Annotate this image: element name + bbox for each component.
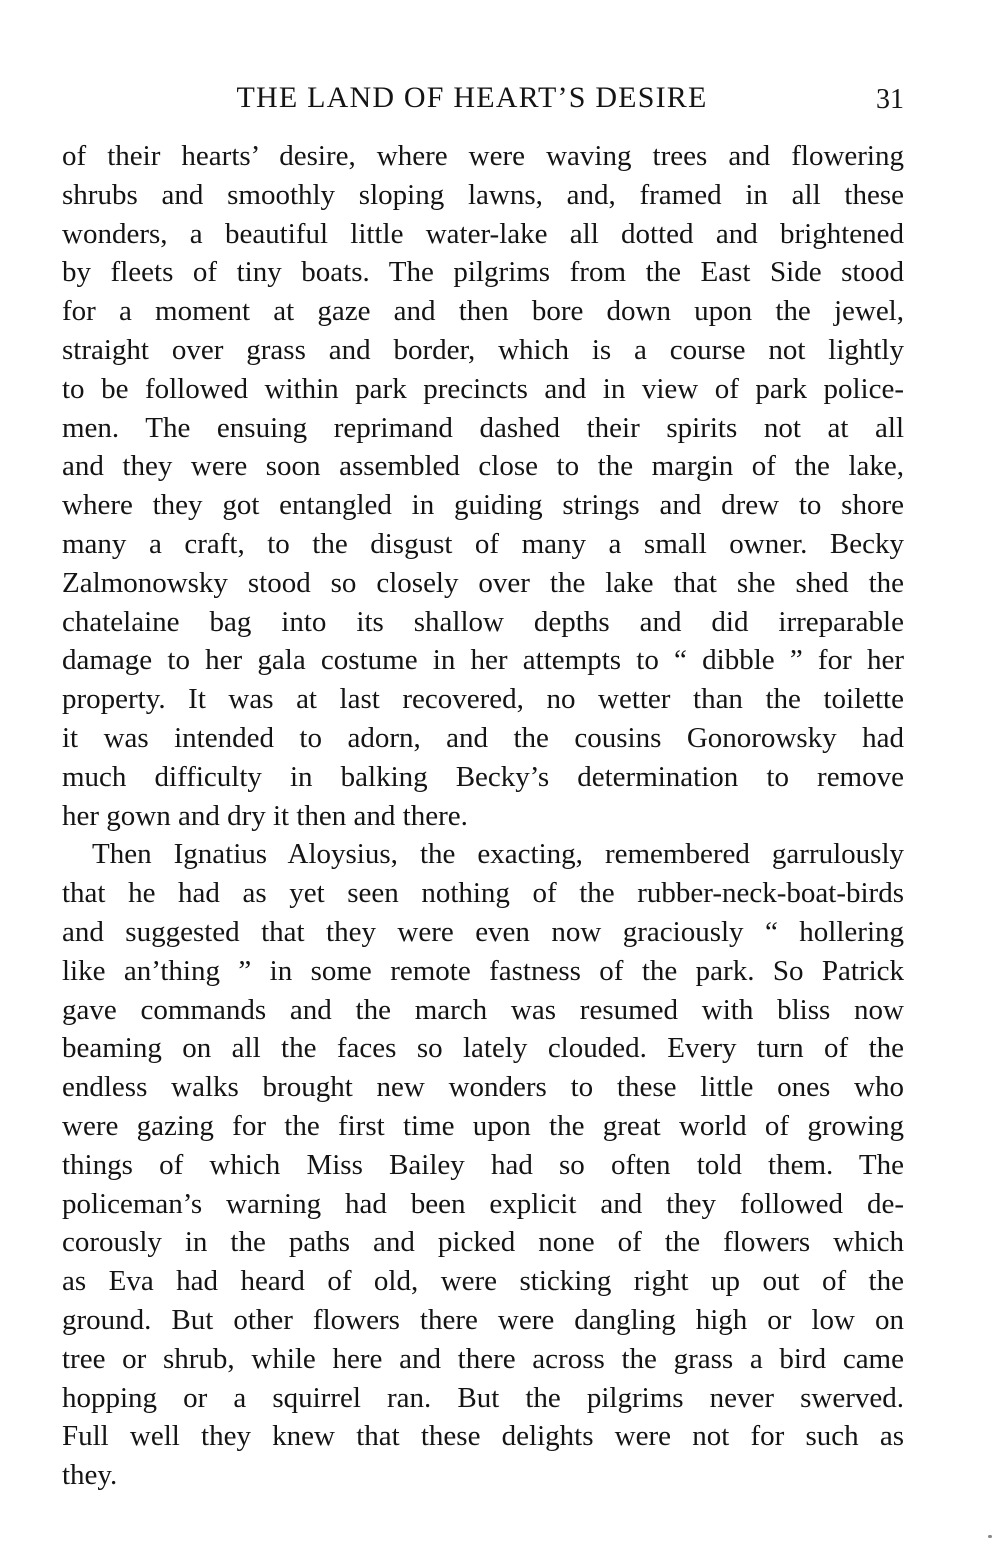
scan-speck: [988, 1535, 992, 1538]
text-line: they.: [62, 1459, 118, 1492]
paragraph-1: [62, 137, 904, 835]
text-line: for a moment at gaze and then bore down upon the jewel,: [62, 295, 904, 328]
text-line: Then Ignatius Aloysius, the exacting, remembered garrulously: [92, 838, 904, 871]
text-line: Zalmonowsky stood so closely over the lake that she shed the: [62, 566, 904, 599]
paragraph-2: [62, 835, 904, 1495]
page-number: 31: [876, 84, 904, 115]
text-line: gave commands and the march was resumed with bliss now: [62, 993, 904, 1026]
text-line: many a craft, to the disgust of many a small owner. Becky: [62, 527, 904, 560]
text-line: shrubs and smoothly sloping lawns, and, framed in all these: [62, 178, 904, 211]
text-line: damage to her gala costume in her attempts to “ dibble ” for her: [62, 644, 904, 677]
text-line: that he had as yet seen nothing of the rubber-neck-boat-birds: [62, 877, 904, 910]
text-line: wonders, a beautiful little water-lake all dotted and brightened: [62, 217, 904, 250]
text-line: it was intended to adorn, and the cousins Gonorowsky had: [62, 721, 904, 754]
text-line: beaming on all the faces so lately clouded. Every turn of the: [62, 1032, 904, 1065]
text-line: Full well they knew that these delights were not for such as: [62, 1420, 904, 1453]
text-line: much difficulty in balking Becky’s determination to remove: [62, 760, 904, 793]
text-line: where they got entangled in guiding strings and drew to shore: [62, 489, 904, 522]
text-line: of their hearts’ desire, where were waving trees and flowering: [62, 140, 904, 172]
text-line: chatelaine bag into its shallow depths and did irreparable: [62, 605, 904, 638]
running-title: THE LAND OF HEART’S DESIRE: [236, 81, 708, 114]
text-line: property. It was at last recovered, no wetter than the toilette: [62, 683, 904, 716]
text-line: her gown and dry it then and there.: [62, 799, 468, 832]
text-line: like an’thing ” in some remote fastness of the park. So Patrick: [62, 954, 904, 987]
text-line: ground. But other flowers there were dangling high or low on: [62, 1303, 904, 1336]
body-text: [62, 137, 904, 1495]
text-line: corously in the paths and picked none of the flowers which: [62, 1226, 904, 1259]
text-line: and they were soon assembled close to the margin of the lake,: [62, 450, 904, 483]
text-line: by fleets of tiny boats. The pilgrims from the East Side stood: [62, 256, 904, 289]
text-line: as Eva had heard of old, were sticking right up out of the: [62, 1265, 904, 1298]
text-line: to be followed within park precincts and in view of park police-: [62, 372, 904, 405]
text-line: straight over grass and border, which is a course not lightly: [62, 333, 904, 366]
text-line: men. The ensuing reprimand dashed their spirits not at all: [62, 411, 904, 444]
text-line: policeman’s warning had been explicit and they followed de-: [62, 1187, 904, 1220]
text-line: things of which Miss Bailey had so often told them. The: [62, 1148, 904, 1181]
text-line: hopping or a squirrel ran. But the pilgrims never swerved.: [62, 1381, 904, 1414]
text-line: tree or shrub, while here and there across the grass a bird came: [62, 1342, 904, 1375]
running-head: [62, 78, 904, 118]
text-line: were gazing for the first time upon the great world of growing: [62, 1109, 904, 1142]
text-line: endless walks brought new wonders to these little ones who: [62, 1071, 904, 1104]
text-line: and suggested that they were even now graciously “ hollering: [62, 915, 904, 948]
